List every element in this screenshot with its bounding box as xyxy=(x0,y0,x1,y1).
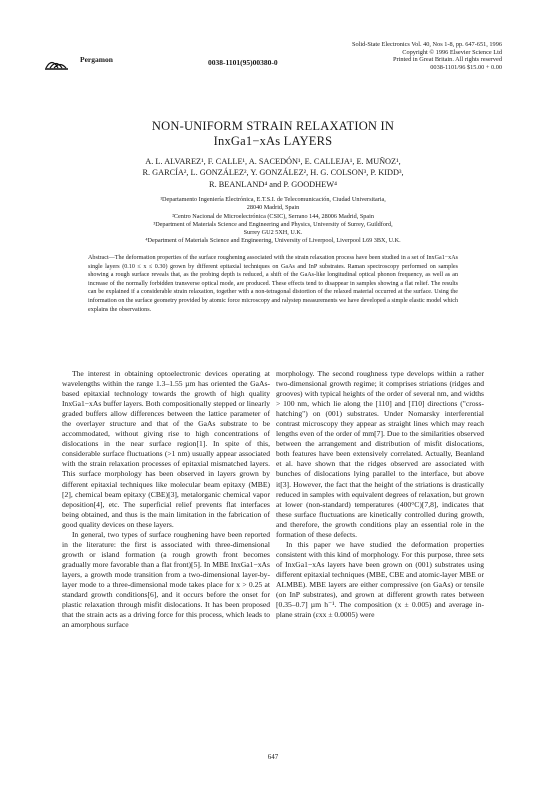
author-line: R. BEANLAND⁴ and P. GOODHEW⁴ xyxy=(209,179,337,189)
body-paragraph: In general, two types of surface roughening have been reported in the literature: the first is associated with three-dimensional growth or island formation (a rough growth front becomes gradually more favorable than a flat front)[5]. In MBE InxGa1−xAs layers, a growth mode transition from a two-dimensional layer-by-layer mode to a three-dimensional mode takes place for x > 0.25 at standard growth conditions[6], and it occurs before the onset for plastic relaxation through misfit dislocations. It has been proposed that the strain acts as a driving force for this process, which leads to an amorphous surface xyxy=(62,529,270,630)
author-line: R. GARCÍA², L. GONZÁLEZ², Y. GONZÁLEZ², H. G. COLSON³, P. KIDD³, xyxy=(142,168,404,178)
journal-citation: Solid-State Electronics Vol. 40, Nos 1-8, pp. 647-651, 1996 xyxy=(351,41,502,48)
affiliation-line: ³Department of Materials Science and Engineering and Physics, University of Surrey, Guildford, xyxy=(153,220,393,228)
price-code: 0038-1101/96 $15.00 + 0.00 xyxy=(430,63,502,71)
document-code: 0038-1101(95)00380-0 xyxy=(208,58,278,67)
publication-info xyxy=(352,41,502,71)
publisher-name: Pergamon xyxy=(80,55,113,64)
abstract xyxy=(88,254,458,314)
printed-line: Printed in Great Britain. All rights reserved xyxy=(393,56,502,64)
abstract-text: —The deformation properties of the surface roughening associated with the strain relaxation process have been studied in a set of InxGa1−xAs single layers (0.10 ≤ x ≤ 0.30) grown by different epitaxial techniques on GaAs and InP substrates. Raman spectroscopy performed on samples showing a rough surface reveals that, as the probing depth is reduced, a shift of the GaAs-like longitudinal optical phonon frequency, as well as an increase of the normally forbidden transverse optical mode, are produced. These effects tend to disappear in samples showing a flat relief. The results can be explained if a considerable strain relaxation, together with a non-tetragonal distortion of the relaxed material occurred at the surface. Using the information on the surface geometry provided by atomic force microscopy and ralystep measurements we have developed a simple elastic model which explains the observations. xyxy=(88,255,458,313)
article-title-line-2: InxGa1−xAs LAYERS xyxy=(213,134,333,148)
pergamon-logo-icon xyxy=(44,55,84,71)
copyright-line: Copyright © 1996 Elsevier Science Ltd xyxy=(402,48,502,56)
author-list xyxy=(60,156,486,190)
page-number: 647 xyxy=(267,753,279,761)
body-paragraph: In this paper we have studied the deformation properties consistent with this kind of morphology. For this purpose, three sets of InxGa1−xAs layers have been grown on (001) substrates using different epitaxial techniques (MBE, CBE and atomic-layer MBE or ALMBE). MBE layers are either compressive (on GaAs) or tensile (on InP substrates), and grown at different growth rates between [0.35–0.7] µm h⁻¹. The composition (x ± 0.005) and average in-plane strain (εxx ± 0.0005) were xyxy=(276,539,484,620)
affiliation-line: ²Centro Nacional de Microelectrónica (CSIC), Serrano 144, 28006 Madrid, Spain xyxy=(172,212,374,220)
affiliation-list xyxy=(60,196,486,246)
abstract-label: Abstract xyxy=(88,255,109,261)
affiliation-line: Surrey GU2 5XH, U.K. xyxy=(243,229,303,237)
author-line: A. L. ALVAREZ¹, F. CALLE¹, A. SACEDÓN¹, E. CALLEJA¹, E. MUÑOZ¹, xyxy=(145,157,401,166)
right-column xyxy=(276,369,484,620)
affiliation-line: 28040 Madrid, Spain xyxy=(246,204,300,212)
affiliation-line: ⁴Department of Materials Science and Engineering, University of Liverpool, Liverpool L69 3BX, U.K. xyxy=(145,237,401,245)
body-paragraph: morphology. The second roughness type develops within a rather two-dimensional growth regime; it comprises striations (ridges and grooves) with typical heights of the order of several nm, and widths > 100 nm, which lie along the [110] and [1̄10] directions ("cross-hatching") on (001) substrates. Under Nomarsky interferential contrast microscopy they appear as straight lines which may reach lengths even of the order of mm[7]. Due to the similarities observed between the arrangement and distribution of misfit dislocations, both features have been extensively correlated. Actually, Beanland et al. have shown that the ridges observed are associated with bunches of dislocations lying parallel to the interface, but above it[3]. However, the fact that the height of the striations is drastically reduced in samples with equivalent degrees of relaxation, but grown at lower (non-standard) temperatures (400°C)[7,8], indicates that these surface fluctuations are kinetically controlled during growth, and therefore, the growth conditions play an essential role in the formation of these defects. xyxy=(276,369,484,539)
affiliation-line: ¹Departamento Ingeniería Electrónica, E.T.S.I. de Telecomunicación, Ciudad Universitaria, xyxy=(160,196,386,203)
left-column xyxy=(62,369,270,630)
article-title-line-1: NON-UNIFORM STRAIN RELAXATION IN xyxy=(151,119,395,133)
body-paragraph: The interest in obtaining optoelectronic devices operating at wavelengths within the range 1.3–1.55 µm has oriented the GaAs-based epitaxial technology towards the growth of high quality InxGa1−xAs buffer layers. Both compositionally stepped or linearly graded buffers allow differences between the lattice parameter of the overlayer structure and that of the GaAs substrate to be accommodated, without giving rise to high concentrations of dislocations in the near surface region[1]. In spite of this, considerable surface fluctuations (>1 nm) usually appear associated with the strain relaxation processes of epitaxial mismatched layers. This surface morphology has been observed in layers grown by different epitaxial techniques like molecular beam epitaxy (MBE)[2], chemical beam epitaxy (CBE)[3], metalorganic chemical vapor deposition[4], etc. The superficial relief prevents flat interfaces being obtained, and thus is the main limitation in the fabrication of good quality devices on these layers. xyxy=(62,369,270,529)
